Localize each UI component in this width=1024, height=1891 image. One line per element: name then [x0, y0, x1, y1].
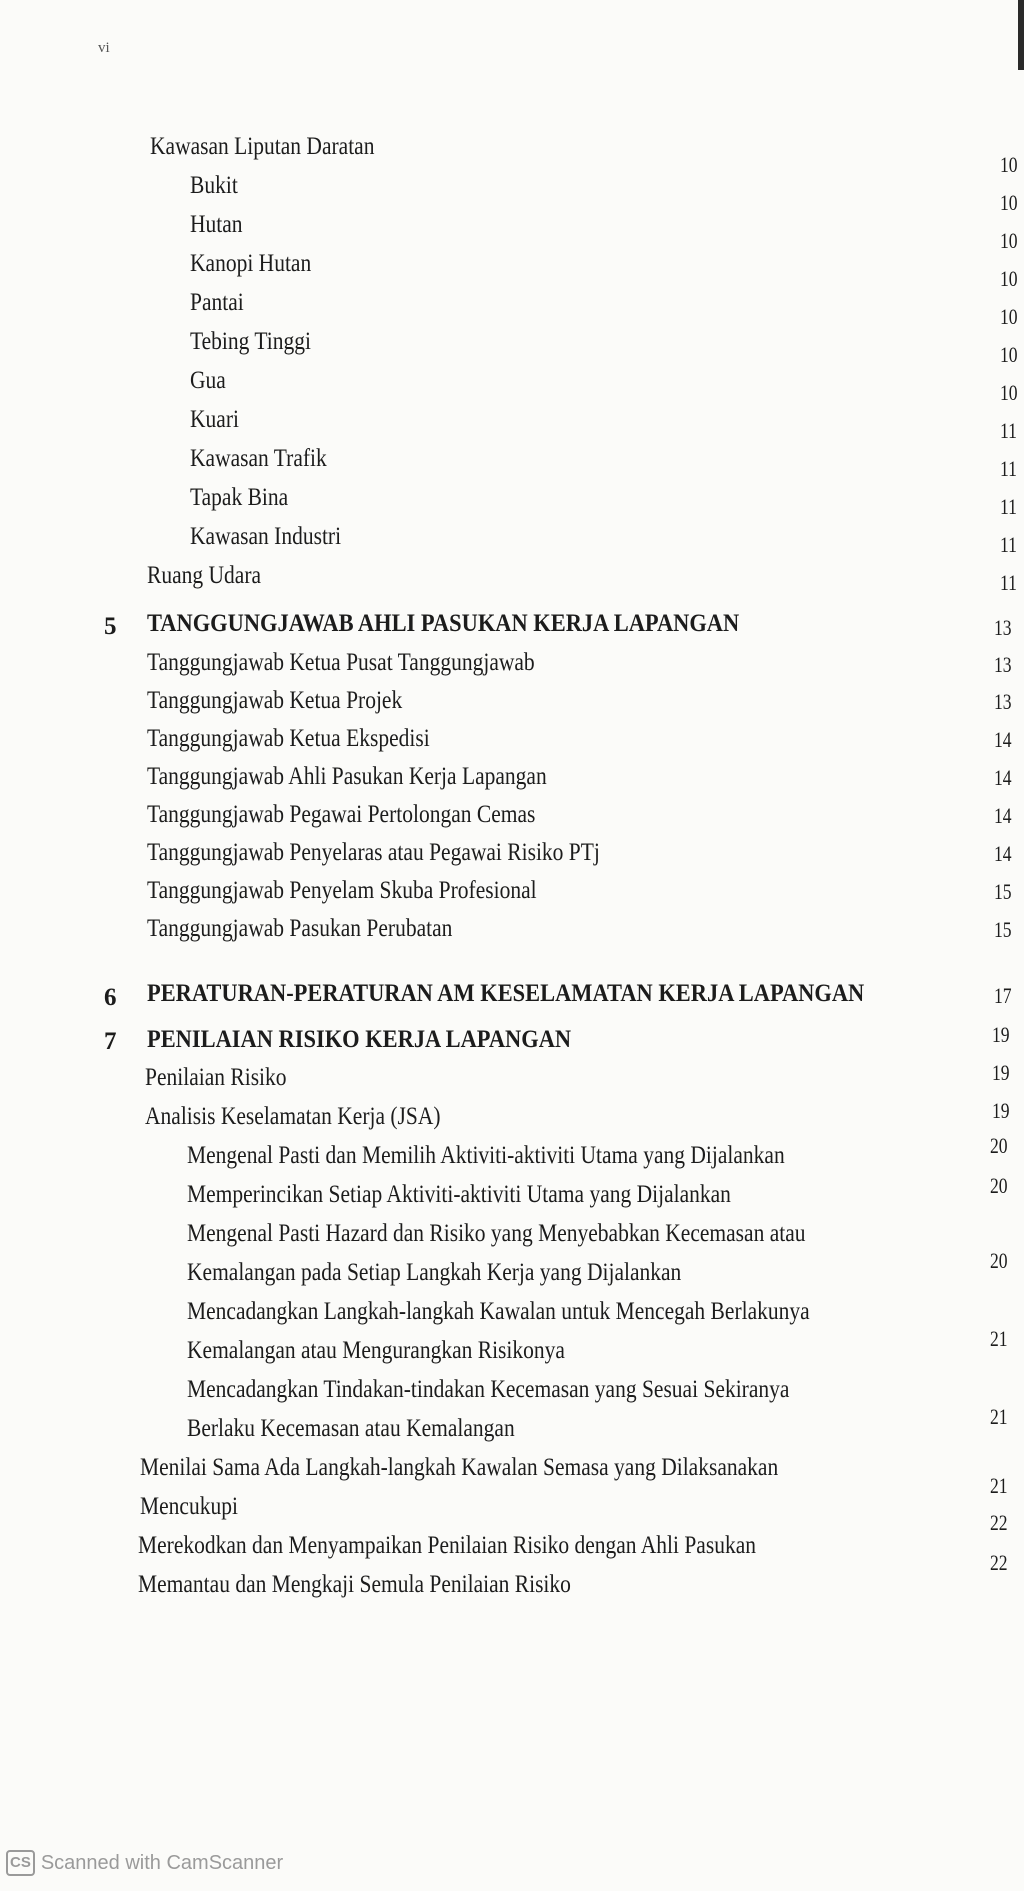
toc-entry: Tanggungjawab Ketua Projek [147, 687, 403, 714]
toc-page: 22 [990, 1550, 1008, 1575]
toc-page: 20 [990, 1133, 1008, 1158]
toc-entry: Tanggungjawab Penyelaras atau Pegawai Risiko PTj [147, 839, 600, 866]
watermark-text: Scanned with CamScanner [40, 1851, 284, 1874]
toc-page: 19 [992, 1098, 1010, 1123]
chapter-title: TANGGUNGJAWAB AHLI PASUKAN KERJA LAPANGAN [147, 608, 740, 637]
chapter-number: 7 [104, 1028, 117, 1055]
chapter-number: 5 [104, 613, 117, 640]
toc-subentry: Tapak Bina [190, 484, 289, 511]
chapter-title: PENILAIAN RISIKO KERJA LAPANGAN [147, 1024, 572, 1053]
toc-entry: Menilai Sama Ada Langkah-langkah Kawalan Semasa yang Dilaksanakan [140, 1454, 779, 1481]
toc-page: 14 [994, 841, 1012, 866]
toc-entry: Tanggungjawab Ketua Ekspedisi [147, 725, 430, 752]
toc-subentry: Bukit [190, 172, 238, 199]
toc-page: 17 [994, 983, 1012, 1008]
toc-entry-land-area: Kawasan Liputan Daratan [150, 133, 375, 160]
toc-subentry-cont: Berlaku Kecemasan atau Kemalangan [187, 1415, 515, 1442]
toc-page: 13 [994, 689, 1012, 714]
toc-subentry-cont: Kemalangan atau Mengurangkan Risikonya [187, 1337, 565, 1364]
toc-entry: Tanggungjawab Ketua Pusat Tanggungjawab [147, 649, 535, 676]
toc-page: 11 [1000, 570, 1017, 595]
toc-subentry: Mencadangkan Tindakan-tindakan Kecemasan yang Sesuai Sekiranya [187, 1376, 790, 1403]
toc-page: 10 [1000, 342, 1018, 367]
toc-subentry: Tebing Tinggi [190, 328, 311, 355]
toc-entry: Analisis Keselamatan Kerja (JSA) [145, 1103, 441, 1130]
toc-page: 13 [994, 652, 1012, 677]
toc-page: 21 [990, 1326, 1008, 1351]
toc-page: 20 [990, 1248, 1008, 1273]
toc-page: 11 [1000, 532, 1017, 557]
toc-page: 15 [994, 879, 1012, 904]
toc-page: 11 [1000, 456, 1017, 481]
toc-entry-airspace: Ruang Udara [147, 562, 262, 589]
toc-entry: Penilaian Risiko [145, 1064, 287, 1091]
chapter-number: 6 [104, 984, 117, 1011]
toc-subentry-cont: Kemalangan pada Setiap Langkah Kerja yang Dijalankan [187, 1259, 682, 1286]
toc-page: 15 [994, 917, 1012, 942]
toc-entry: Tanggungjawab Pasukan Perubatan [147, 915, 453, 942]
toc-page-land-area: 10 [1000, 152, 1018, 177]
toc-page: 11 [1000, 494, 1017, 519]
toc-page: 19 [992, 1022, 1010, 1047]
toc-page: 21 [990, 1473, 1008, 1498]
toc-page: 10 [1000, 380, 1018, 405]
camscanner-watermark [6, 1850, 283, 1876]
toc-page: 10 [1000, 304, 1018, 329]
toc-page: 19 [992, 1060, 1010, 1085]
toc-page: 14 [994, 803, 1012, 828]
toc-entry-cont: Mencukupi [140, 1493, 238, 1520]
toc-subentry: Mencadangkan Langkah-langkah Kawalan untuk Mencegah Berlakunya [187, 1298, 810, 1325]
toc-page: 10 [1000, 190, 1018, 215]
toc-entry: Tanggungjawab Ahli Pasukan Kerja Lapangan [147, 763, 547, 790]
chapter-title: PERATURAN-PERATURAN AM KESELAMATAN KERJA LAPANGAN [147, 978, 865, 1007]
page-number: vi [98, 40, 110, 56]
toc-subentry: Pantai [190, 289, 244, 316]
toc-page: 21 [990, 1404, 1008, 1429]
toc-subentry: Kawasan Trafik [190, 445, 327, 472]
toc-subentry: Kuari [190, 406, 239, 433]
toc-subentry: Mengenal Pasti dan Memilih Aktiviti-aktiviti Utama yang Dijalankan [187, 1142, 785, 1169]
toc-subentry: Memperincikan Setiap Aktiviti-aktiviti Utama yang Dijalankan [187, 1181, 731, 1208]
toc-entry: Tanggungjawab Pegawai Pertolongan Cemas [147, 801, 536, 828]
toc-page: 20 [990, 1173, 1008, 1198]
toc-page: 10 [1000, 266, 1018, 291]
toc-entry: Merekodkan dan Menyampaikan Penilaian Risiko dengan Ahli Pasukan [138, 1532, 757, 1559]
toc-subentry: Mengenal Pasti Hazard dan Risiko yang Menyebabkan Kecemasan atau [187, 1220, 806, 1247]
toc-subentry: Kawasan Industri [190, 523, 342, 550]
toc-subentry: Hutan [190, 211, 243, 238]
toc-page: 22 [990, 1510, 1008, 1535]
toc-page: 11 [1000, 418, 1017, 443]
toc-page: 10 [1000, 228, 1018, 253]
toc-subentry: Gua [190, 367, 226, 394]
toc-entry: Tanggungjawab Penyelam Skuba Profesional [147, 877, 537, 904]
toc-subentry: Kanopi Hutan [190, 250, 312, 277]
toc-page: 14 [994, 727, 1012, 752]
toc-page: 13 [994, 615, 1012, 640]
toc-entry: Memantau dan Mengkaji Semula Penilaian Risiko [138, 1571, 571, 1598]
camscanner-logo-icon: CS [6, 1850, 35, 1876]
toc-page: 14 [994, 765, 1012, 790]
